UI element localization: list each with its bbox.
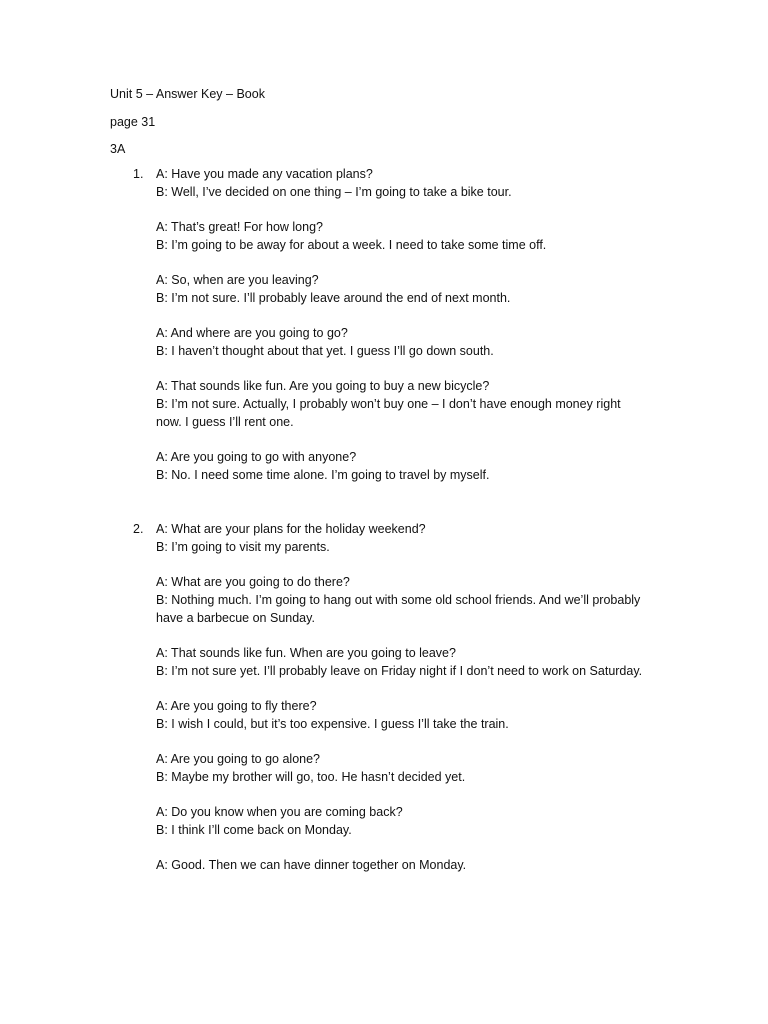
exercise-number: 2.	[133, 522, 144, 536]
dialogue-exchange	[156, 219, 646, 254]
dialogue-exchange	[156, 166, 646, 201]
speaker-b-line: B: Well, I’ve decided on one thing – I’m going to take a bike tour.	[156, 184, 512, 199]
speaker-b-line: B: I haven’t thought about that yet. I guess I’ll go down south.	[156, 343, 494, 358]
speaker-a-line: A: That sounds like fun. Are you going to buy a new bicycle?	[156, 379, 490, 394]
speaker-b-line: B: I’m not sure. I’ll probably leave around the end of next month.	[156, 290, 511, 305]
speaker-b-line: B: I’m going to be away for about a week. I need to take some time off.	[156, 237, 547, 252]
speaker-b-line: B: I wish I could, but it’s too expensive. I guess I’ll take the train.	[156, 716, 509, 731]
dialogue-exchange	[156, 751, 646, 786]
speaker-a-line: A: Do you know when you are coming back?	[156, 805, 403, 820]
dialogue-exchange	[156, 449, 646, 484]
dialogue-exchange	[156, 645, 646, 680]
page-number-label: page 31	[110, 115, 156, 129]
dialogue-exchange	[156, 698, 646, 733]
speaker-a-line: A: Are you going to fly there?	[156, 698, 317, 713]
speaker-a-line: A: What are your plans for the holiday weekend?	[156, 522, 426, 536]
speaker-b-line: B: Nothing much. I’m going to hang out with some old school friends. And we’ll probably have a barbecue on Sunday.	[156, 592, 641, 625]
speaker-b-line: B: I’m not sure. Actually, I probably won’t buy one – I don’t have enough money right now. I guess I’ll rent one.	[156, 397, 621, 429]
speaker-a-line: A: So, when are you leaving?	[156, 273, 319, 288]
exercise-number: 1.	[133, 167, 144, 181]
speaker-a-line: A: That sounds like fun. When are you going to leave?	[156, 645, 456, 660]
speaker-a-line: A: Good. Then we can have dinner together on Monday.	[156, 858, 467, 873]
exercise-dialogue	[156, 166, 646, 502]
speaker-b-line: B: I’m not sure yet. I’ll probably leave on Friday night if I don’t need to work on Saturday.	[156, 663, 643, 678]
exercise-dialogue	[156, 521, 646, 893]
section-label: 3A	[110, 142, 126, 156]
speaker-a-line: A: Have you made any vacation plans?	[156, 167, 373, 181]
dialogue-exchange	[156, 804, 646, 839]
dialogue-exchange	[156, 378, 646, 431]
speaker-b-line: B: No. I need some time alone. I’m going to travel by myself.	[156, 467, 490, 482]
speaker-a-line: A: Are you going to go with anyone?	[156, 450, 357, 465]
speaker-b-line: B: Maybe my brother will go, too. He hasn’t decided yet.	[156, 769, 466, 784]
speaker-a-line: A: What are you going to do there?	[156, 575, 350, 590]
dialogue-exchange	[156, 521, 646, 556]
speaker-a-line: A: That’s great! For how long?	[156, 220, 323, 235]
speaker-a-line: A: Are you going to go alone?	[156, 752, 321, 767]
speaker-a-line: A: And where are you going to go?	[156, 326, 348, 341]
dialogue-exchange	[156, 272, 646, 307]
dialogue-exchange	[156, 574, 646, 627]
dialogue-exchange	[156, 325, 646, 360]
speaker-b-line: B: I think I’ll come back on Monday.	[156, 822, 352, 837]
speaker-b-line: B: I’m going to visit my parents.	[156, 539, 330, 554]
dialogue-exchange	[156, 857, 646, 875]
document-title: Unit 5 – Answer Key – Book	[110, 87, 265, 101]
